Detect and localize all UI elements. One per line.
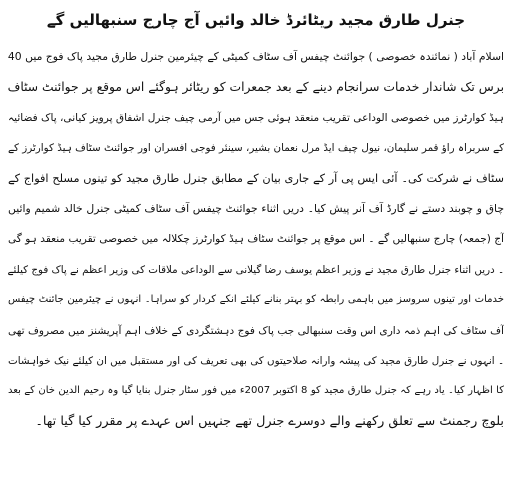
article-line: آج (جمعہ) چارج سنبھالیں گے ۔ اس موقع پر جوائنٹ سٹاف ہیڈ کوارٹرز چکلالہ میں خصوصی تقریب منعقد ہو گی (8, 233, 504, 246)
article-line: کا اظہار کیا۔ یاد رہے کہ جنرل طارق مجید کو 8 اکتوبر 2007ء میں فور سٹار جنرل بنایا گیا وہ رحیم الدین خان کے بعد (8, 385, 504, 397)
article-headline: جنرل طارق مجید ریٹائرڈ خالد وائیں آج چارج سنبھالیں گے (46, 11, 466, 29)
article-line: اسلام آباد ( نمائندہ خصوصی ) جوائنٹ چیفس آف سٹاف کمیٹی کے چیئرمین جنرل طارق مجید پاک فوج میں 40 (8, 50, 504, 63)
article-line: ہیڈ کوارٹرز میں خصوصی الوداعی تقریب منعقد ہوئی جس میں آرمی چیف جنرل اشفاق پرویز کیانی، پاک فضائیہ (8, 111, 504, 124)
article-line: ۔ انہوں نے جنرل طارق مجید کی پیشہ وارانہ صلاحیتوں کی بھی تعریف کی اور مستقبل میں ان کیلئے نیک خواہشات (8, 354, 504, 367)
article-line: برس تک شاندار خدمات سرانجام دینے کے بعد جمعرات کو ریٹائر ہوگئے اس موقع پر جوائنٹ سٹاف (8, 80, 504, 95)
article-line: کے سربراہ راؤ قمر سلیمان، نیول چیف ایڈ مرل نعمان بشیر، سینئر فوجی افسران اور جوائنٹ سٹاف ہیڈ کوارٹرز کے (8, 142, 504, 155)
article-line: بلوچ رجمنٹ سے تعلق رکھنے والے دوسرے جنرل تھے جنہیں اس عہدے پر مقرر کیا گیا تھا۔ (35, 413, 504, 429)
article-line: ۔ دریں اثناء جنرل طارق مجید نے وزیر اعظم یوسف رضا گیلانی سے الوداعی ملاقات کی وزیر اعظم نے پاک فوج کیلئے (8, 263, 504, 276)
article-line: چاق و چوبند دستے نے گارڈ آف آنر پیش کیا۔ دریں اثناء جوائنٹ چیفس آف سٹاف کمیٹی جنرل خالد شمیم وائیں (8, 201, 504, 215)
article-line: آف سٹاف کی اہم ذمہ داری اس وقت سنبھالی جب پاک فوج دہشتگردی کے خلاف اہم آپریشنز میں مصروف تھی (8, 324, 504, 337)
article-line: سٹاف نے شرکت کی۔ آئی ایس پی آر کے جاری بیان کے مطابق جنرل طارق مجید کو تینوں مسلح افواج کے (8, 171, 504, 185)
article-line: خدمات اور تینوں سروسز میں باہمی رابطہ کو بہتر بنانے کیلئے انکے کردار کو سراہا۔ انہوں نے چیئرمین جائنٹ چیفس (8, 294, 504, 306)
article-body (8, 42, 504, 437)
